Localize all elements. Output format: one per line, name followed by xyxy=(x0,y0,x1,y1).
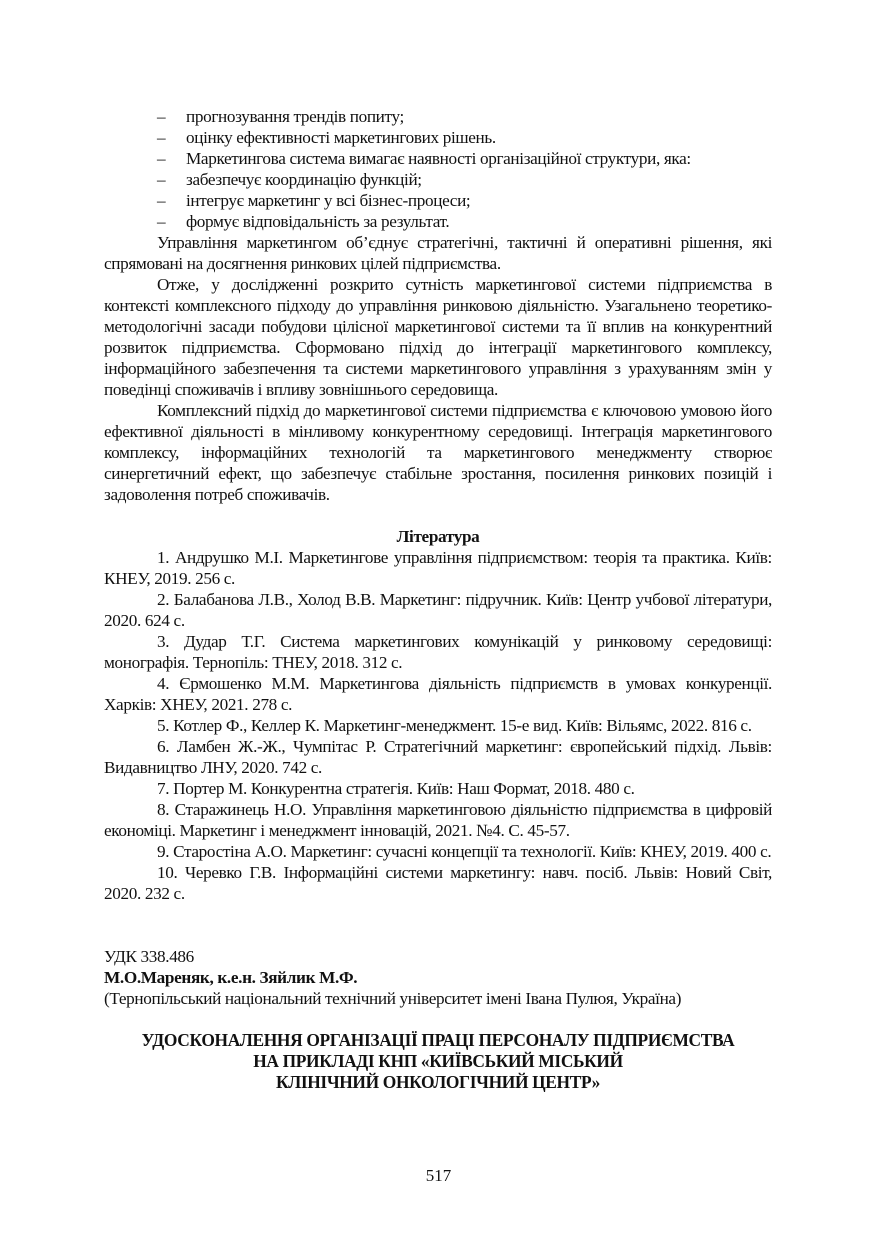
article-authors: М.О.Мареняк, к.е.н. Зяйлик М.Ф. xyxy=(104,968,358,987)
references-heading: Література xyxy=(396,527,480,546)
reference-item: 6. Ламбен Ж.-Ж., Чумпітас Р. Стратегічний маркетинг: європейський підхід. Львів: Видавництво ЛНУ, 2020. 742 с. xyxy=(104,737,772,777)
list-item xyxy=(104,190,772,211)
dash-marker: – xyxy=(157,170,166,189)
reference-item: 1. Андрушко М.І. Маркетингове управління підприємством: теорія та практика. Київ: КНЕУ, 2019. 256 с. xyxy=(104,548,772,588)
reference-item: 5. Котлер Ф., Келлер К. Маркетинг-менеджмент. 15-е вид. Київ: Вільямс, 2022. 816 с. xyxy=(157,716,752,735)
article-title xyxy=(104,1030,772,1093)
reference-item: 10. Черевко Г.В. Інформаційні системи маркетингу: навч. посіб. Львів: Новий Світ, 2020. 232 с. xyxy=(104,863,772,903)
article-title-line: НА ПРИКЛАДІ КНП «КИЇВСЬКИЙ МІСЬКИЙ xyxy=(253,1051,623,1071)
list-item xyxy=(104,148,772,169)
list-item xyxy=(104,106,772,127)
list-item xyxy=(104,127,772,148)
list-item-text: оцінку ефективності маркетингових рішень. xyxy=(186,128,496,147)
list-item xyxy=(104,211,772,232)
bullet-list xyxy=(104,106,772,232)
reference-item: 7. Портер М. Конкурентна стратегія. Київ: Наш Формат, 2018. 480 с. xyxy=(157,779,635,798)
list-item-text: формує відповідальність за результат. xyxy=(186,212,450,231)
list-item-text: прогнозування трендів попиту; xyxy=(186,107,404,126)
list-item-text: забезпечує координацію функцій; xyxy=(186,170,422,189)
dash-marker: – xyxy=(157,107,166,126)
reference-item: 3. Дудар Т.Г. Система маркетингових комунікацій у ринковому середовищі: монографія. Тернопіль: ТНЕУ, 2018. 312 с. xyxy=(104,632,772,672)
dash-marker: – xyxy=(157,128,166,147)
article-title-line: УДОСКОНАЛЕННЯ ОРГАНІЗАЦІЇ ПРАЦІ ПЕРСОНАЛУ ПІДПРИЄМСТВА xyxy=(141,1030,735,1050)
reference-item: 2. Балабанова Л.В., Холод В.В. Маркетинг: підручник. Київ: Центр учбової літератури, 2020. 624 с. xyxy=(104,590,772,630)
article-title-line: КЛІНІЧНИЙ ОНКОЛОГІЧНИЙ ЦЕНТР» xyxy=(275,1072,601,1092)
list-item xyxy=(104,169,772,190)
dash-marker: – xyxy=(157,149,166,168)
paragraph: Отже, у дослідженні розкрито сутність маркетингової системи підприємства в контексті комплексного підходу до управління ринковою діяльністю. Узагальнено теоретико-методологічні засади побудови цілісної маркетингової системи та її вплив на конкурентний розвиток підприємства. Сформовано підхід до інтеграції маркетингового комплексу, інформаційного забезпечення та системи маркетингового управління з урахуванням змін у поведінці споживачів і впливу зовнішнього середовища. xyxy=(104,275,772,399)
paragraph: Управління маркетингом об’єднує стратегічні, тактичні й оперативні рішення, які спрямовані на досягнення ринкових цілей підприємства. xyxy=(104,233,772,273)
page-number: 517 xyxy=(425,1166,452,1185)
dash-marker: – xyxy=(157,191,166,210)
references-list xyxy=(104,547,772,904)
reference-item: 8. Старажинець Н.О. Управління маркетинговою діяльністю підприємства в цифровій економіці. Маркетинг і менеджмент інновацій, 2021. №4. С. 45-57. xyxy=(104,800,772,840)
reference-item: 9. Старостіна А.О. Маркетинг: сучасні концепції та технології. Київ: КНЕУ, 2019. 400 с. xyxy=(157,842,772,861)
page-body xyxy=(104,106,772,1093)
reference-item: 4. Єрмошенко М.М. Маркетингова діяльність підприємств в умовах конкуренції. Харків: ХНЕУ, 2021. 278 с. xyxy=(104,674,772,714)
paragraph: Комплексний підхід до маркетингової системи підприємства є ключовою умовою його ефективної діяльності в мінливому конкурентному середовищі. Інтеграція маркетингового комплексу, інформаційних технологій та маркетингового менеджменту створює синергетичний ефект, що забезпечує стабільне зростання, посилення ринкових позицій і задоволення потреб споживачів. xyxy=(104,401,772,504)
article-affiliation: (Тернопільський національний технічний університет імені Івана Пулюя, Україна) xyxy=(104,989,682,1008)
list-item-text: Маркетингова система вимагає наявності організаційної структури, яка: xyxy=(186,149,691,168)
spacer xyxy=(104,904,772,946)
list-item-text: інтегрує маркетинг у всі бізнес-процеси; xyxy=(186,191,471,210)
dash-marker: – xyxy=(157,212,166,231)
udk-code: УДК 338.486 xyxy=(104,947,194,966)
